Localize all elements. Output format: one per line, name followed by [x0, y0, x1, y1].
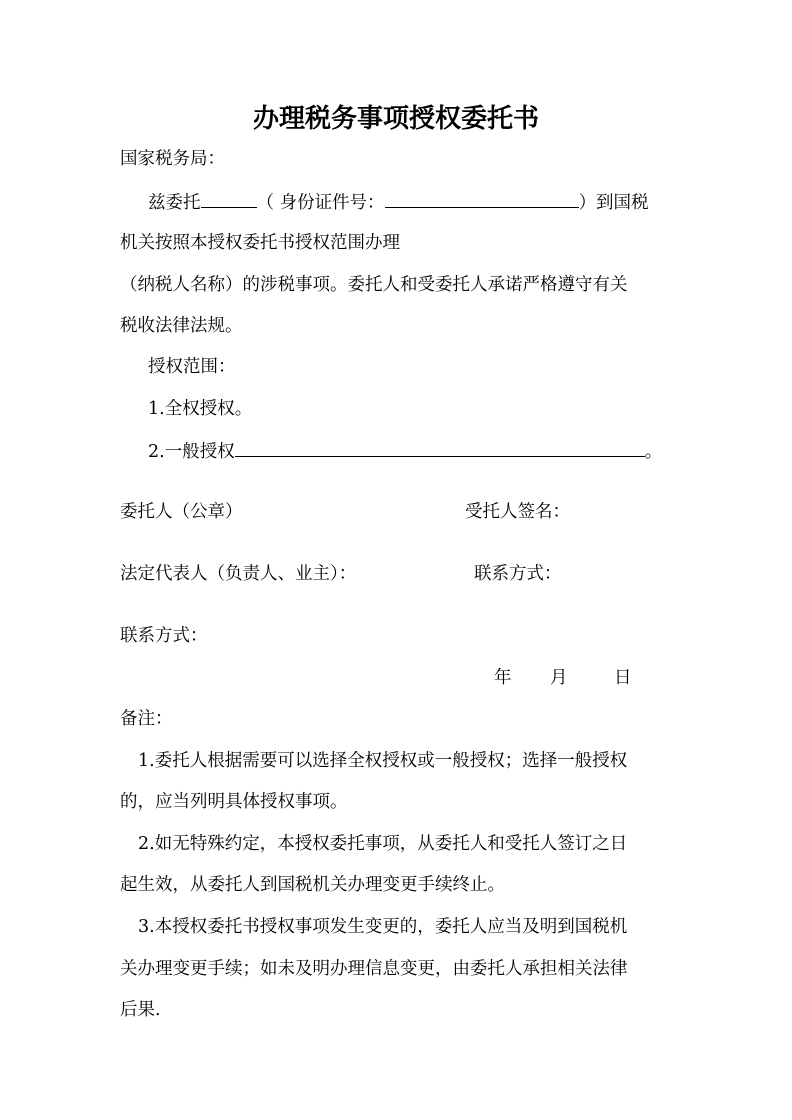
scope-item-1: 1.全权授权。	[148, 399, 253, 419]
principal-seal-label: 委托人（公章）	[120, 502, 243, 522]
agent-contact-label: 联系方式：	[474, 564, 562, 584]
note-2-line-2: 起生效，从委托人到国税机关办理变更手续终止。	[120, 875, 505, 895]
paragraph-1-line-2: 机关按照本授权委托书授权范围办理	[120, 233, 400, 253]
paragraph-1-line-4: 税收法律法规。	[120, 316, 243, 336]
scope-item-2-end: 。	[644, 442, 663, 462]
date-year: 年	[494, 668, 512, 688]
note-3-line-1: 3.本授权委托书授权事项发生变更的，委托人应当及明到国税机	[138, 917, 628, 937]
notes-label: 备注：	[120, 709, 173, 729]
note-3-line-3: 后果.	[120, 1000, 161, 1020]
id-number-blank	[385, 189, 579, 208]
note-1-line-2: 的，应当列明具体授权事项。	[120, 792, 348, 812]
principal-name-blank	[201, 189, 257, 208]
scope-item-2-label: 2.一般授权	[148, 442, 235, 462]
note-3-line-2: 关办理变更手续；如未及明办理信息变更，由委托人承担相关法律	[120, 959, 628, 979]
general-authorization-blank	[235, 438, 645, 457]
note-1-line-1: 1.委托人根据需要可以选择全权授权或一般授权；选择一般授权	[138, 751, 628, 771]
scope-item-2	[148, 438, 662, 464]
date-day: 日	[614, 668, 632, 688]
entrust-suffix: ）到国税	[578, 193, 649, 213]
date-month: 月	[550, 668, 568, 688]
id-number-label: （ 身份证件号：	[256, 193, 385, 213]
agent-signature-label: 受托人签名：	[465, 502, 570, 522]
entrust-prefix: 兹委托	[148, 193, 201, 213]
scope-label: 授权范围：	[148, 357, 236, 377]
paragraph-1-line-3: （纳税人名称）的涉税事项。委托人和受委托人承诺严格遵守有关	[120, 275, 628, 295]
note-2-line-1: 2.如无特殊约定，本授权委托事项，从委托人和受托人签订之日	[138, 834, 628, 854]
addressee: 国家税务局：	[120, 149, 225, 169]
document-title: 办理税务事项授权委托书	[252, 104, 539, 134]
legal-representative-label: 法定代表人（负责人、业主）：	[120, 564, 357, 584]
principal-contact-label: 联系方式：	[120, 626, 208, 646]
paragraph-1-line-1	[148, 189, 649, 215]
